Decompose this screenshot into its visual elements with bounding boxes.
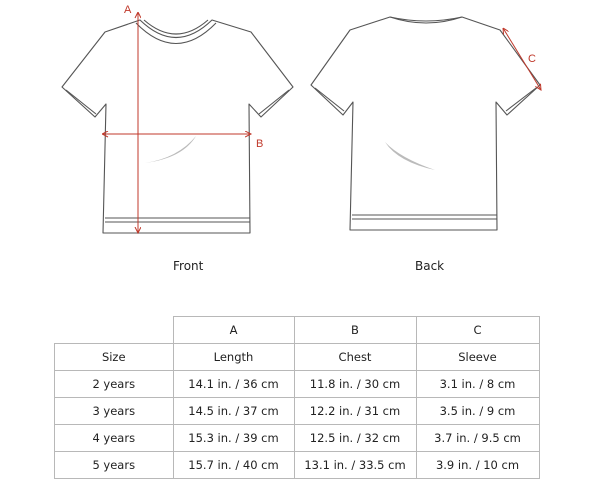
marker-b-label: B <box>256 138 264 150</box>
marker-a-label: A <box>124 4 132 16</box>
table-corner-cell <box>55 317 174 344</box>
header-size: Size <box>55 344 174 371</box>
back-tshirt-drawing <box>311 17 540 230</box>
front-view-label: Front <box>173 259 204 273</box>
cell-size: 4 years <box>55 425 174 452</box>
front-tshirt-body <box>62 20 293 233</box>
cell-chest: 12.5 in. / 32 cm <box>294 425 416 452</box>
cell-length: 15.3 in. / 39 cm <box>173 425 294 452</box>
cell-length: 14.1 in. / 36 cm <box>173 371 294 398</box>
table-row <box>55 425 540 452</box>
table-row <box>55 371 540 398</box>
cell-chest: 11.8 in. / 30 cm <box>294 371 416 398</box>
table-row <box>55 452 540 479</box>
cell-sleeve: 3.1 in. / 8 cm <box>416 371 539 398</box>
header-length: Length <box>173 344 294 371</box>
cell-size: 2 years <box>55 371 174 398</box>
marker-c-label: C <box>528 53 536 65</box>
back-tshirt-body <box>311 17 540 230</box>
header-sleeve: Sleeve <box>416 344 539 371</box>
size-chart-table <box>54 316 540 479</box>
cell-chest: 13.1 in. / 33.5 cm <box>294 452 416 479</box>
cell-sleeve: 3.7 in. / 9.5 cm <box>416 425 539 452</box>
front-tshirt-drawing <box>62 20 293 233</box>
cell-sleeve: 3.9 in. / 10 cm <box>416 452 539 479</box>
table-row <box>55 398 540 425</box>
table-letter-row <box>55 317 540 344</box>
cell-length: 14.5 in. / 37 cm <box>173 398 294 425</box>
header-chest: Chest <box>294 344 416 371</box>
column-letter-c: C <box>416 317 539 344</box>
cell-size: 3 years <box>55 398 174 425</box>
cell-length: 15.7 in. / 40 cm <box>173 452 294 479</box>
back-view-label: Back <box>415 259 445 273</box>
cell-chest: 12.2 in. / 31 cm <box>294 398 416 425</box>
cell-size: 5 years <box>55 452 174 479</box>
column-letter-a: A <box>173 317 294 344</box>
table-header-row <box>55 344 540 371</box>
column-letter-b: B <box>294 317 416 344</box>
cell-sleeve: 3.5 in. / 9 cm <box>416 398 539 425</box>
